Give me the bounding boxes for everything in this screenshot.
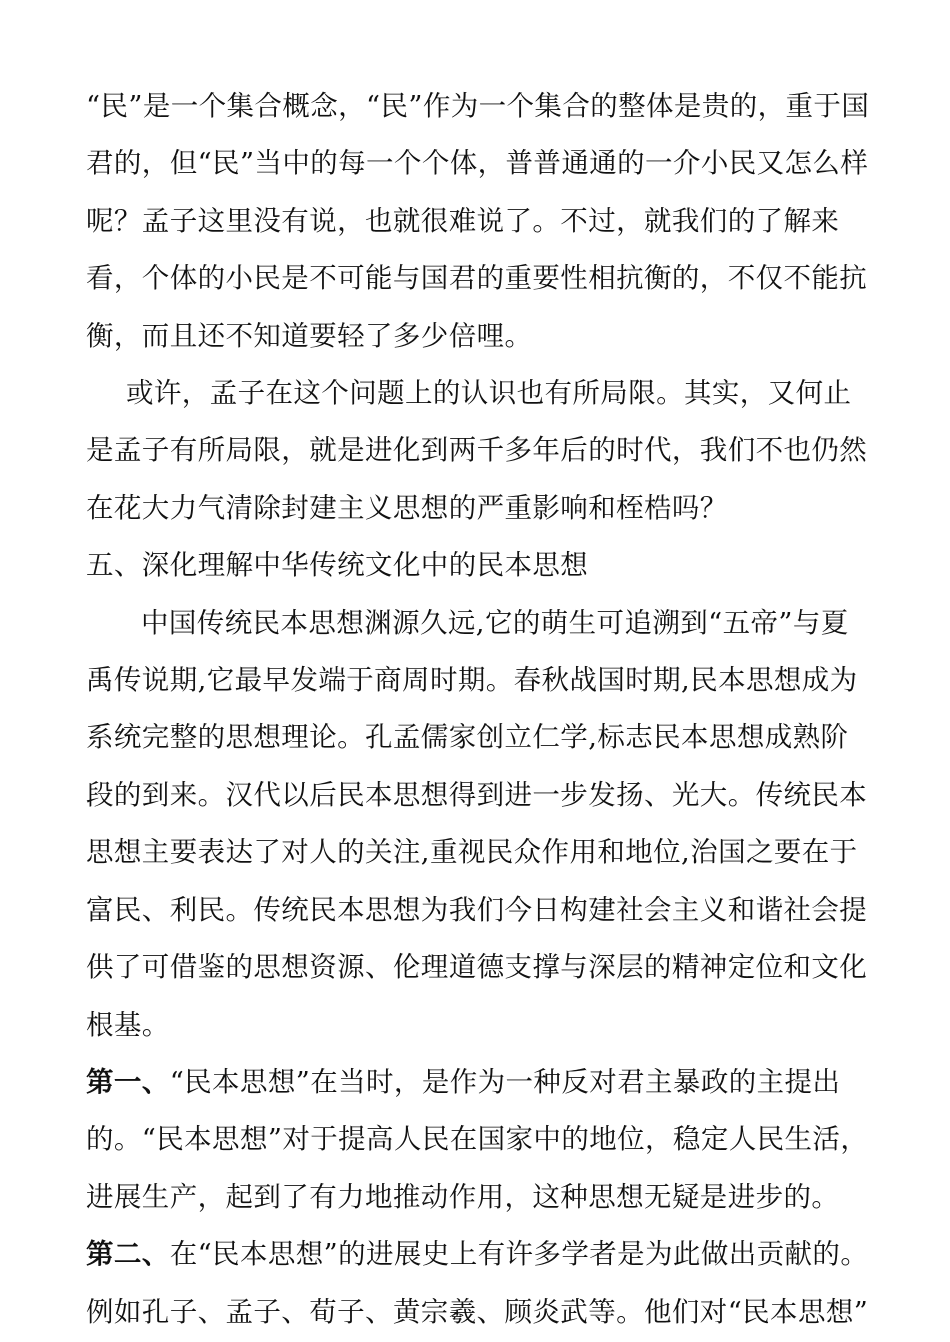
paragraph-1: “民”是一个集合概念，“民”作为一个集合的整体是贵的，重于国君的，但“民”当中的每一个个体，普普通通的一介小民又怎么样呢？孟子这里没有说，也就很难说了。不过，就我们的了解来看，个体的小民是不可能与国君的重要性相抗衡的，不仅不能抗衡，而且还不知道要轻了多少倍哩。 — [86, 90, 870, 352]
point-2-label: 第二、 — [86, 1238, 170, 1271]
document-body — [86, 78, 872, 1341]
point-1 — [86, 1054, 872, 1226]
point-1-text: “民本思想”在当时，是作为一种反对君主暴政的主提出的。“民本思想”对于提高人民在国家中的地位，稳定人民生活，进展生产，起到了有力地推动作用，这种思想无疑是进步的。 — [86, 1065, 869, 1213]
point-2-text: 在“民本思想”的进展史上有许多学者是为此做出贡献的。例如孔子、孟子、荀子、黄宗羲、顾炎武等。他们对“民本思想” — [86, 1238, 869, 1328]
paragraph-2: 或许，孟子在这个问题上的认识也有所局限。其实，又何止是孟子有所局限，就是进化到两千多年后的时代，我们不也仍然在花大力气清除封建主义思想的严重影响和桎梏吗？ — [86, 377, 868, 524]
section-heading: 五、深化理解中华传统文化中的民本思想 — [86, 549, 589, 582]
point-2 — [86, 1226, 872, 1341]
paragraph-3: 中国传统民本思想渊源久远,它的萌生可追溯到“五帝”与夏禹传说期,它最早发端于商周时期。春秋战国时期,民本思想成为系统完整的思想理论。孔孟儒家创立仁学,标志民本思想成熟阶段的到来。汉代以后民本思想得到进一步发扬、光大。传统民本思想主要表达了对人的关注,重视民众作用和地位,治国之要在于富民、利民。传统民本思想为我们今日构建社会主义和谐社会提供了可借鉴的思想资源、伦理道德支撑与深层的精神定位和文化根基。 — [86, 606, 868, 1041]
point-1-label: 第一、 — [86, 1065, 170, 1098]
